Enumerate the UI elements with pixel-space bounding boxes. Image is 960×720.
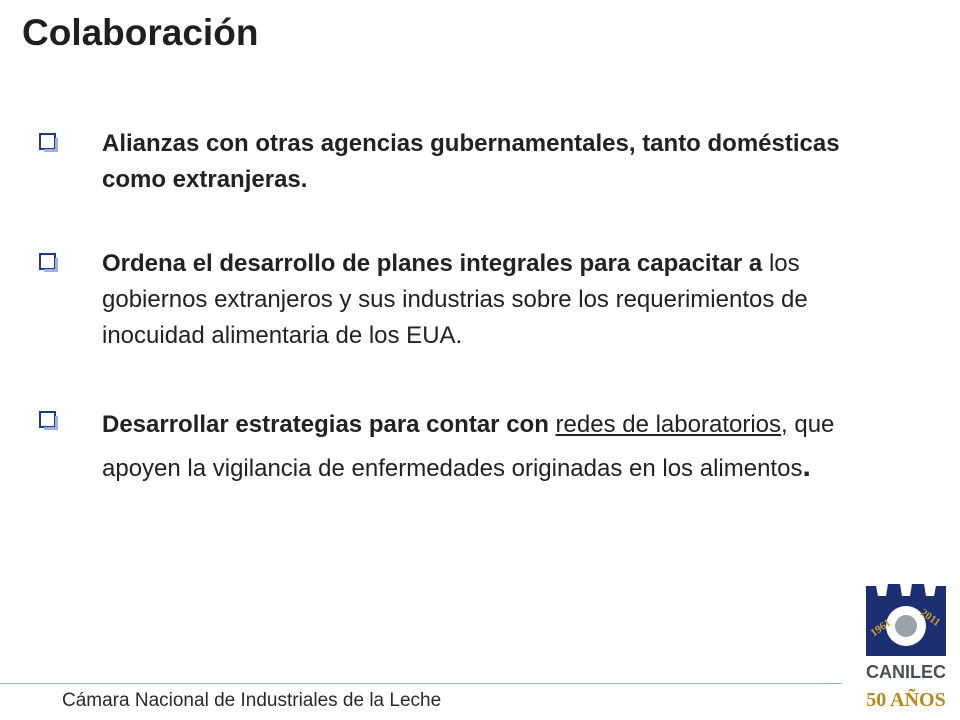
- logo-years-right: 2011: [918, 606, 943, 629]
- logo-name: CANILEC: [866, 662, 946, 682]
- bullet-2-normal: los gobiernos extranjeros y sus industrias sobre los requerimientos de inocuidad alimentaria de los EUA.: [102, 250, 808, 349]
- slide-title: Colaboración: [22, 12, 259, 53]
- checkbox-bullet-icon: [38, 252, 60, 274]
- bullet-1-text: [102, 126, 892, 198]
- footer-divider: [0, 683, 842, 684]
- bullet-3-text: [102, 404, 892, 490]
- bullet-3-link-text: redes de laboratorios,: [555, 411, 788, 438]
- canilec-logo: [852, 578, 956, 718]
- bullet-2-bold: Ordena el desarrollo de planes integrales para capacitar a: [102, 250, 763, 277]
- checkbox-bullet-icon: [38, 410, 60, 432]
- bullet-1-bold: Alianzas con otras agencias gubernamentales, tanto domésticas como extranjeras.: [102, 130, 840, 193]
- logo-anniversary: 50 AÑOS: [866, 689, 946, 711]
- footer-text: Cámara Nacional de Industriales de la Leche: [62, 690, 442, 711]
- logo-years-left: 1961: [868, 616, 894, 640]
- checkbox-bullet-icon: [38, 132, 60, 154]
- bullet-3-period: .: [802, 450, 811, 483]
- bullet-3-bold: Desarrollar estrategias para contar con: [102, 411, 549, 438]
- bullet-3-normal: que apoyen la vigilancia de enfermedades originadas en los alimentos: [102, 411, 835, 482]
- bullet-2-text: [102, 246, 892, 354]
